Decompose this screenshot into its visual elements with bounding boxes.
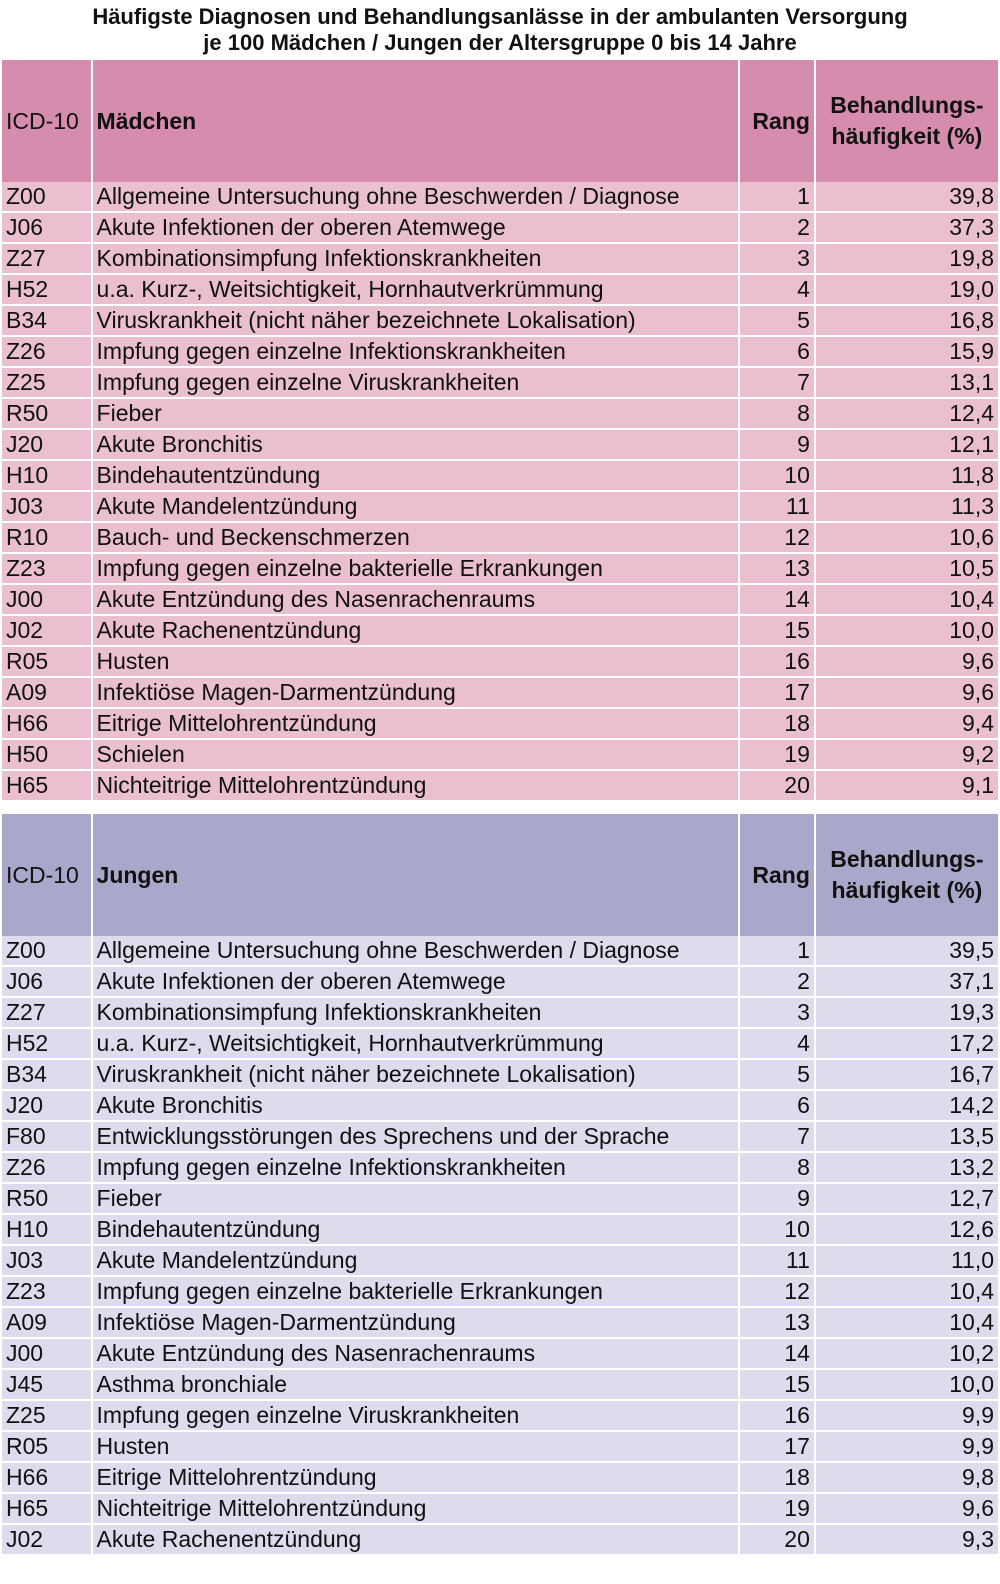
rank-cell: 8: [740, 399, 813, 430]
diagnosis-cell: Infektiöse Magen-Darmentzündung: [93, 678, 739, 709]
frequency-cell: 12,1: [816, 430, 998, 461]
diagnosis-cell: Impfung gegen einzelne bakterielle Erkrankungen: [93, 1277, 739, 1308]
boys-table-row: [2, 998, 998, 1029]
icd-code-cell: R05: [2, 647, 91, 678]
diagnosis-cell: Husten: [93, 1432, 739, 1463]
diagnosis-table: [0, 60, 1000, 1556]
diagnosis-cell: Impfung gegen einzelne Viruskrankheiten: [93, 368, 739, 399]
frequency-cell: 9,3: [816, 1525, 998, 1556]
frequency-cell: 16,7: [816, 1060, 998, 1091]
frequency-cell: 19,8: [816, 244, 998, 275]
girls-table-row: [2, 771, 998, 802]
frequency-cell: 9,9: [816, 1401, 998, 1432]
icd-code-cell: H52: [2, 1029, 91, 1060]
title-line-2: je 100 Mädchen / Jungen der Altersgruppe 0 bis 14 Jahre: [203, 30, 797, 55]
diagnosis-cell: Akute Bronchitis: [93, 1091, 739, 1122]
diagnosis-cell: Viruskrankheit (nicht näher bezeichnete Lokalisation): [93, 306, 739, 337]
rank-cell: 8: [740, 1153, 813, 1184]
diagnosis-cell: Viruskrankheit (nicht näher bezeichnete Lokalisation): [93, 1060, 739, 1091]
icd-code-cell: Z26: [2, 1153, 91, 1184]
separator-cell: [2, 802, 998, 814]
diagnosis-cell: Akute Bronchitis: [93, 430, 739, 461]
icd-code-cell: J20: [2, 430, 91, 461]
frequency-cell: 12,4: [816, 399, 998, 430]
frequency-cell: 9,6: [816, 647, 998, 678]
boys-table-row: [2, 1246, 998, 1277]
girls-header-pct-line1: Behandlungs-: [830, 92, 984, 118]
diagnosis-cell: Bauch- und Beckenschmerzen: [93, 523, 739, 554]
boys-table-row: [2, 1091, 998, 1122]
icd-code-cell: Z26: [2, 337, 91, 368]
rank-cell: 19: [740, 740, 813, 771]
rank-cell: 15: [740, 616, 813, 647]
rank-cell: 14: [740, 1339, 813, 1370]
frequency-cell: 9,6: [816, 1494, 998, 1525]
rank-cell: 4: [740, 1029, 813, 1060]
icd-code-cell: H65: [2, 1494, 91, 1525]
frequency-cell: 13,1: [816, 368, 998, 399]
girls-table-row: [2, 616, 998, 647]
girls-header-pct: [816, 60, 998, 182]
frequency-cell: 13,2: [816, 1153, 998, 1184]
icd-code-cell: J45: [2, 1370, 91, 1401]
girls-table-row: [2, 461, 998, 492]
boys-table-row: [2, 1494, 998, 1525]
icd-code-cell: H65: [2, 771, 91, 802]
diagnosis-cell: Impfung gegen einzelne Infektionskrankheiten: [93, 1153, 739, 1184]
boys-table-row: [2, 1401, 998, 1432]
diagnosis-cell: Bindehautentzündung: [93, 461, 739, 492]
rank-cell: 9: [740, 430, 813, 461]
diagnosis-cell: Akute Rachenentzündung: [93, 1525, 739, 1556]
icd-code-cell: H50: [2, 740, 91, 771]
rank-cell: 14: [740, 585, 813, 616]
girls-table-row: [2, 244, 998, 275]
girls-table-row: [2, 740, 998, 771]
rank-cell: 7: [740, 1122, 813, 1153]
girls-table-row: [2, 709, 998, 740]
icd-code-cell: Z27: [2, 244, 91, 275]
frequency-cell: 10,2: [816, 1339, 998, 1370]
icd-code-cell: H66: [2, 1463, 91, 1494]
rank-cell: 12: [740, 523, 813, 554]
rank-cell: 3: [740, 244, 813, 275]
girls-header-group: Mädchen: [93, 60, 739, 182]
frequency-cell: 39,5: [816, 936, 998, 967]
girls-table-row: [2, 275, 998, 306]
frequency-cell: 10,4: [816, 1277, 998, 1308]
frequency-cell: 11,0: [816, 1246, 998, 1277]
girls-header-code: ICD-10: [2, 60, 91, 182]
rank-cell: 5: [740, 1060, 813, 1091]
icd-code-cell: A09: [2, 1308, 91, 1339]
frequency-cell: 10,0: [816, 1370, 998, 1401]
girls-table-row: [2, 182, 998, 213]
icd-code-cell: Z00: [2, 182, 91, 213]
boys-section: [2, 814, 998, 1556]
page-title: [0, 0, 1000, 60]
diagnosis-cell: Impfung gegen einzelne Viruskrankheiten: [93, 1401, 739, 1432]
rank-cell: 20: [740, 771, 813, 802]
girls-section: [2, 60, 998, 802]
diagnosis-cell: Infektiöse Magen-Darmentzündung: [93, 1308, 739, 1339]
boys-table-row: [2, 1432, 998, 1463]
rank-cell: 13: [740, 1308, 813, 1339]
boys-table-row: [2, 1215, 998, 1246]
frequency-cell: 9,1: [816, 771, 998, 802]
diagnosis-cell: Impfung gegen einzelne bakterielle Erkrankungen: [93, 554, 739, 585]
boys-table-row: [2, 1277, 998, 1308]
frequency-cell: 9,8: [816, 1463, 998, 1494]
rank-cell: 11: [740, 492, 813, 523]
diagnosis-cell: Kombinationsimpfung Infektionskrankheiten: [93, 998, 739, 1029]
frequency-cell: 14,2: [816, 1091, 998, 1122]
frequency-cell: 12,6: [816, 1215, 998, 1246]
diagnosis-cell: Bindehautentzündung: [93, 1215, 739, 1246]
boys-table-row: [2, 1463, 998, 1494]
icd-code-cell: J02: [2, 616, 91, 647]
icd-code-cell: Z25: [2, 1401, 91, 1432]
diagnosis-cell: Eitrige Mittelohrentzündung: [93, 709, 739, 740]
rank-cell: 17: [740, 1432, 813, 1463]
icd-code-cell: R50: [2, 1184, 91, 1215]
rank-cell: 10: [740, 1215, 813, 1246]
frequency-cell: 9,6: [816, 678, 998, 709]
icd-code-cell: H10: [2, 1215, 91, 1246]
frequency-cell: 11,3: [816, 492, 998, 523]
rank-cell: 16: [740, 647, 813, 678]
frequency-cell: 15,9: [816, 337, 998, 368]
rank-cell: 15: [740, 1370, 813, 1401]
rank-cell: 10: [740, 461, 813, 492]
girls-header-rank: Rang: [740, 60, 813, 182]
rank-cell: 9: [740, 1184, 813, 1215]
rank-cell: 16: [740, 1401, 813, 1432]
frequency-cell: 9,9: [816, 1432, 998, 1463]
rank-cell: 11: [740, 1246, 813, 1277]
rank-cell: 18: [740, 709, 813, 740]
frequency-cell: 17,2: [816, 1029, 998, 1060]
icd-code-cell: B34: [2, 1060, 91, 1091]
boys-header-pct-line2: häufigkeit (%): [831, 877, 983, 903]
girls-table-row: [2, 306, 998, 337]
frequency-cell: 13,5: [816, 1122, 998, 1153]
diagnosis-cell: Kombinationsimpfung Infektionskrankheiten: [93, 244, 739, 275]
boys-table-row: [2, 967, 998, 998]
boys-header-rank: Rang: [740, 814, 813, 936]
icd-code-cell: H66: [2, 709, 91, 740]
diagnosis-cell: Fieber: [93, 399, 739, 430]
frequency-cell: 10,4: [816, 1308, 998, 1339]
rank-cell: 17: [740, 678, 813, 709]
girls-table-row: [2, 554, 998, 585]
diagnosis-cell: Allgemeine Untersuchung ohne Beschwerden / Diagnose: [93, 936, 739, 967]
diagnosis-cell: Fieber: [93, 1184, 739, 1215]
rank-cell: 2: [740, 967, 813, 998]
diagnosis-cell: Asthma bronchiale: [93, 1370, 739, 1401]
rank-cell: 19: [740, 1494, 813, 1525]
diagnosis-cell: Husten: [93, 647, 739, 678]
girls-header-row: [2, 60, 998, 182]
boys-header-group: Jungen: [93, 814, 739, 936]
rank-cell: 1: [740, 936, 813, 967]
boys-table-row: [2, 1153, 998, 1184]
boys-table-row: [2, 1525, 998, 1556]
frequency-cell: 37,3: [816, 213, 998, 244]
boys-table-row: [2, 1122, 998, 1153]
diagnosis-cell: Akute Mandelentzündung: [93, 1246, 739, 1277]
girls-table-row: [2, 368, 998, 399]
frequency-cell: 37,1: [816, 967, 998, 998]
icd-code-cell: Z00: [2, 936, 91, 967]
frequency-cell: 11,8: [816, 461, 998, 492]
icd-code-cell: H52: [2, 275, 91, 306]
icd-code-cell: J03: [2, 1246, 91, 1277]
girls-header-pct-line2: häufigkeit (%): [831, 123, 983, 149]
girls-table-row: [2, 523, 998, 554]
boys-table-row: [2, 1308, 998, 1339]
rank-cell: 6: [740, 337, 813, 368]
diagnosis-cell: Allgemeine Untersuchung ohne Beschwerden / Diagnose: [93, 182, 739, 213]
diagnosis-cell: Entwicklungsstörungen des Sprechens und der Sprache: [93, 1122, 739, 1153]
diagnosis-cell: Impfung gegen einzelne Infektionskrankheiten: [93, 337, 739, 368]
girls-table-row: [2, 213, 998, 244]
icd-code-cell: Z27: [2, 998, 91, 1029]
icd-code-cell: J00: [2, 1339, 91, 1370]
boys-table-row: [2, 1060, 998, 1091]
rank-cell: 3: [740, 998, 813, 1029]
rank-cell: 12: [740, 1277, 813, 1308]
rank-cell: 5: [740, 306, 813, 337]
frequency-cell: 16,8: [816, 306, 998, 337]
rank-cell: 2: [740, 213, 813, 244]
rank-cell: 13: [740, 554, 813, 585]
girls-table-row: [2, 678, 998, 709]
frequency-cell: 10,4: [816, 585, 998, 616]
icd-code-cell: J20: [2, 1091, 91, 1122]
frequency-cell: 19,0: [816, 275, 998, 306]
diagnosis-cell: Akute Entzündung des Nasenrachenraums: [93, 585, 739, 616]
diagnosis-cell: Akute Entzündung des Nasenrachenraums: [93, 1339, 739, 1370]
girls-table-row: [2, 585, 998, 616]
diagnosis-cell: Eitrige Mittelohrentzündung: [93, 1463, 739, 1494]
icd-code-cell: F80: [2, 1122, 91, 1153]
icd-code-cell: R50: [2, 399, 91, 430]
boys-header-row: [2, 814, 998, 936]
boys-table-row: [2, 1370, 998, 1401]
diagnosis-cell: Nichteitrige Mittelohrentzündung: [93, 1494, 739, 1525]
section-separator: [2, 802, 998, 814]
boys-table-row: [2, 1029, 998, 1060]
diagnosis-cell: Akute Infektionen der oberen Atemwege: [93, 213, 739, 244]
girls-table-row: [2, 337, 998, 368]
icd-code-cell: H10: [2, 461, 91, 492]
icd-code-cell: J02: [2, 1525, 91, 1556]
icd-code-cell: Z25: [2, 368, 91, 399]
icd-code-cell: A09: [2, 678, 91, 709]
diagnosis-cell: Akute Rachenentzündung: [93, 616, 739, 647]
frequency-cell: 12,7: [816, 1184, 998, 1215]
diagnosis-cell: u.a. Kurz-, Weitsichtigkeit, Hornhautverkrümmung: [93, 1029, 739, 1060]
frequency-cell: 9,4: [816, 709, 998, 740]
girls-table-row: [2, 399, 998, 430]
frequency-cell: 10,5: [816, 554, 998, 585]
boys-header-pct: [816, 814, 998, 936]
icd-code-cell: R05: [2, 1432, 91, 1463]
icd-code-cell: Z23: [2, 554, 91, 585]
rank-cell: 1: [740, 182, 813, 213]
icd-code-cell: B34: [2, 306, 91, 337]
rank-cell: 18: [740, 1463, 813, 1494]
frequency-cell: 39,8: [816, 182, 998, 213]
girls-table-row: [2, 430, 998, 461]
title-line-1: Häufigste Diagnosen und Behandlungsanlässe in der ambulanten Versorgung: [92, 4, 908, 29]
icd-code-cell: J00: [2, 585, 91, 616]
boys-table-row: [2, 1184, 998, 1215]
icd-code-cell: J06: [2, 967, 91, 998]
diagnosis-cell: Akute Mandelentzündung: [93, 492, 739, 523]
diagnosis-cell: Akute Infektionen der oberen Atemwege: [93, 967, 739, 998]
boys-header-pct-line1: Behandlungs-: [830, 846, 984, 872]
boys-table-row: [2, 936, 998, 967]
diagnosis-cell: u.a. Kurz-, Weitsichtigkeit, Hornhautverkrümmung: [93, 275, 739, 306]
icd-code-cell: Z23: [2, 1277, 91, 1308]
girls-table-row: [2, 647, 998, 678]
rank-cell: 4: [740, 275, 813, 306]
diagnosis-cell: Nichteitrige Mittelohrentzündung: [93, 771, 739, 802]
diagnosis-cell: Schielen: [93, 740, 739, 771]
rank-cell: 20: [740, 1525, 813, 1556]
girls-table-row: [2, 492, 998, 523]
boys-header-code: ICD-10: [2, 814, 91, 936]
frequency-cell: 9,2: [816, 740, 998, 771]
icd-code-cell: R10: [2, 523, 91, 554]
icd-code-cell: J06: [2, 213, 91, 244]
icd-code-cell: J03: [2, 492, 91, 523]
frequency-cell: 10,0: [816, 616, 998, 647]
frequency-cell: 19,3: [816, 998, 998, 1029]
frequency-cell: 10,6: [816, 523, 998, 554]
rank-cell: 6: [740, 1091, 813, 1122]
rank-cell: 7: [740, 368, 813, 399]
boys-table-row: [2, 1339, 998, 1370]
